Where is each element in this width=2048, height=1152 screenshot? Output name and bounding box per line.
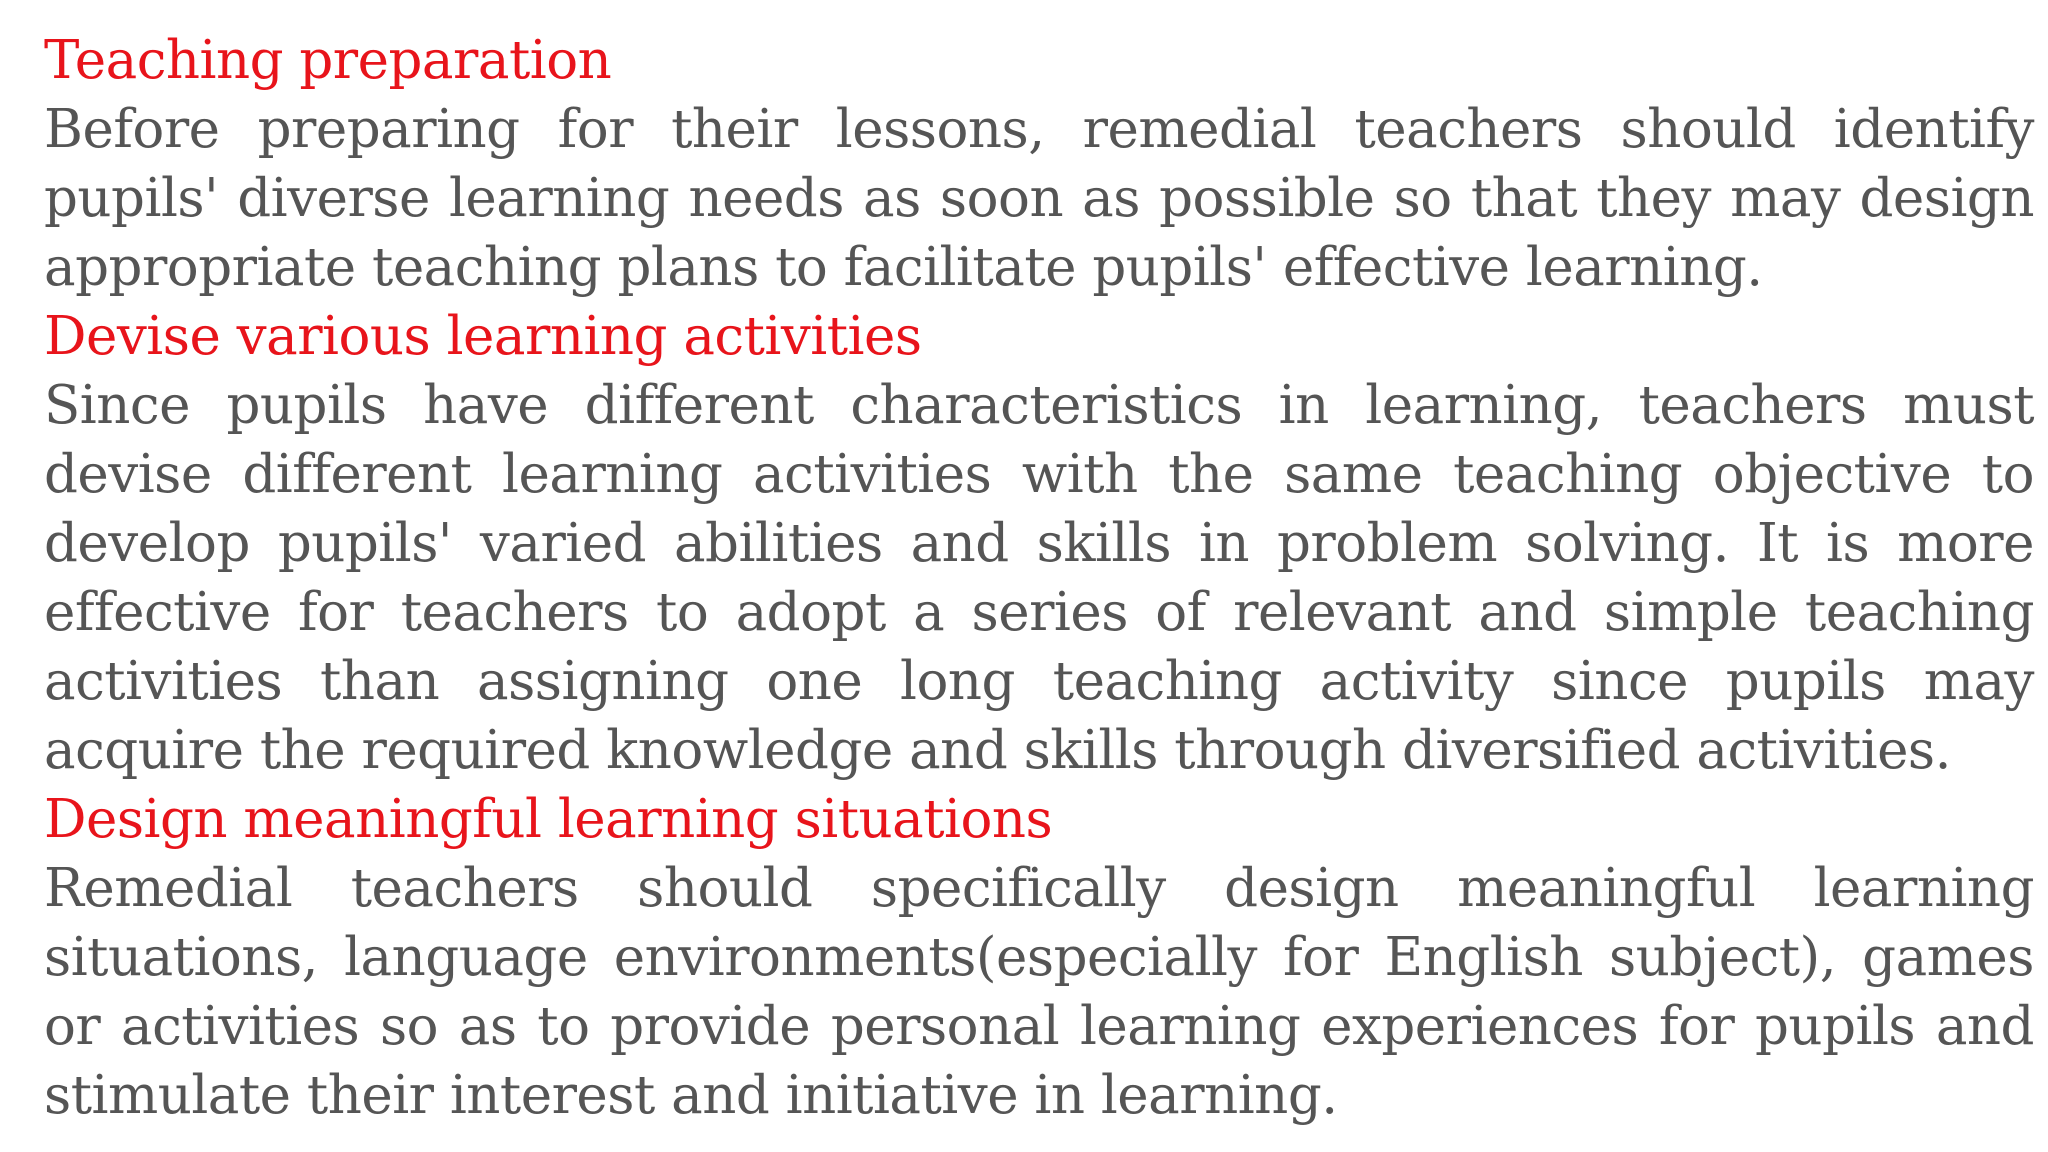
section-heading: Teaching preparation (44, 30, 612, 91)
section-design-situations (44, 785, 2034, 1130)
section-heading: Devise various learning activities (44, 306, 922, 367)
section-devise-activities (44, 302, 2034, 785)
section-heading: Design meaningful learning situations (44, 789, 1053, 850)
slide-content (44, 26, 2034, 1130)
section-teaching-preparation (44, 26, 2034, 302)
section-paragraph: Since pupils have different characteristics in learning, teachers must devise different learning activities with the same teaching objective to develop pupils' varied abilities and skills in problem solving. It is more effective for teachers to adopt a series of relevant and simple teaching activities than assigning one long teaching activity since pupils may acquire the required knowledge and skills through diversified activities. (44, 375, 2034, 781)
section-paragraph: Before preparing for their lessons, remedial teachers should identify pupils' diverse learning needs as soon as possible so that they may design appropriate teaching plans to facilitate pupils' effective learning. (44, 99, 2034, 298)
section-paragraph: Remedial teachers should specifically design meaningful learning situations, language environments(especially for English subject), games or activities so as to provide personal learning experiences for pupils and stimulate their interest and initiative in learning. (44, 858, 2034, 1126)
